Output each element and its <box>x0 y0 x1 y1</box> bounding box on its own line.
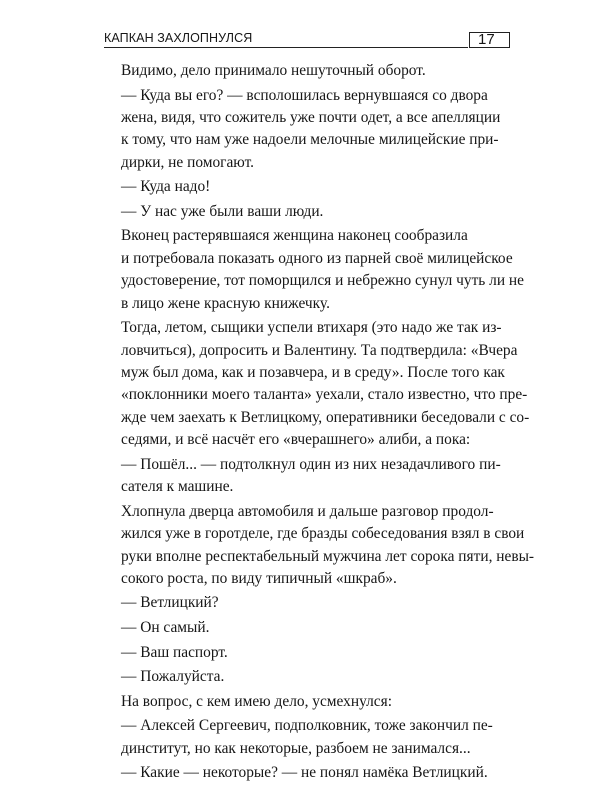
paragraph <box>104 454 510 499</box>
text-line: сокого роста, по виду типичный «шкраб». <box>121 569 397 587</box>
text-line: динститут, но как некоторые, разбоем не занимался... <box>121 739 471 757</box>
header-rule <box>104 47 468 48</box>
text-line: дирки, не помогают. <box>121 153 255 171</box>
text-line: жена, видя, что сожитель уже почти одет, а все апелляции <box>121 108 501 126</box>
text-line: Видимо, дело принимало нешуточный оборот. <box>121 62 426 79</box>
paragraph <box>104 501 535 591</box>
text-line: к тому, что нам уже надоели мелочные милицейские при- <box>121 131 499 149</box>
page-number: 17 <box>478 31 495 48</box>
text-line: жился уже в горотделе, где бразды собеседования взял в свои <box>121 525 525 543</box>
text-line: удостоверение, тот поморщился и небрежно сунул чуть ли не <box>121 272 524 290</box>
paragraph <box>104 691 510 713</box>
text-line: жде чем заехать к Ветлицкому, оперативники беседовали с со- <box>121 408 530 426</box>
text-line: Хлопнула дверца автомобиля и дальше разговор продол- <box>121 502 494 520</box>
paragraph <box>104 201 510 223</box>
text-line: — Он самый. <box>121 619 210 637</box>
page-header <box>104 26 510 48</box>
text-line: — Пошёл... — подтолкнул один из них незадачливого пи- <box>121 455 501 473</box>
paragraph <box>104 592 510 614</box>
text-line: и потребовала показать одного из парней своё милицейское <box>121 249 513 267</box>
running-title: КАПКАН ЗАХЛОПНУЛСЯ <box>104 31 253 45</box>
text-line: руки вполне респектабельный мужчина лет сорока пяти, невы- <box>121 547 535 565</box>
paragraph <box>104 617 510 639</box>
paragraph <box>104 85 510 175</box>
text-line: — Куда вы его? — всполошилась вернувшаяся со двора <box>121 86 488 104</box>
paragraph <box>104 317 530 451</box>
paragraph <box>104 225 524 315</box>
text-line: — Пожалуйста. <box>121 668 225 686</box>
text-line: ловчиться), допросить и Валентину. Та подтвердила: «Вчера <box>121 341 518 359</box>
page-number-box <box>469 32 510 48</box>
text-line: — Ветлицкий? <box>121 594 219 612</box>
body-text <box>104 60 535 785</box>
text-line: — Какие — некоторые? — не понял намёка Ветлицкий. <box>121 764 488 782</box>
text-line: — У нас уже были ваши люди. <box>121 202 324 220</box>
paragraph <box>104 762 510 784</box>
text-line: седями, и всё насчёт его «вчерашнего» алиби, а пока: <box>121 431 471 449</box>
text-line: в лицо жене красную книжечку. <box>121 294 330 312</box>
text-line: Вконец растерявшаяся женщина наконец сообразила <box>121 227 468 245</box>
paragraph <box>104 176 510 198</box>
paragraph <box>104 60 510 82</box>
text-line: сателя к машине. <box>121 478 234 496</box>
text-line: — Куда надо! <box>121 178 211 196</box>
text-line: Тогда, летом, сыщики успели втихаря (это надо же так из- <box>121 319 502 337</box>
paragraph <box>104 666 510 688</box>
text-line: На вопрос, с кем имею дело, усмехнулся: <box>121 692 392 710</box>
paragraph <box>104 642 510 664</box>
text-line: — Ваш паспорт. <box>121 643 228 661</box>
text-line: муж был дома, как и позавчера, и в среду». После того как <box>121 364 505 382</box>
paragraph <box>104 715 510 760</box>
text-line: «поклонники моего таланта» уехали, стало известно, что пре- <box>121 386 528 404</box>
text-line: — Алексей Сергеевич, подполковник, тоже закончил пе- <box>121 717 493 735</box>
